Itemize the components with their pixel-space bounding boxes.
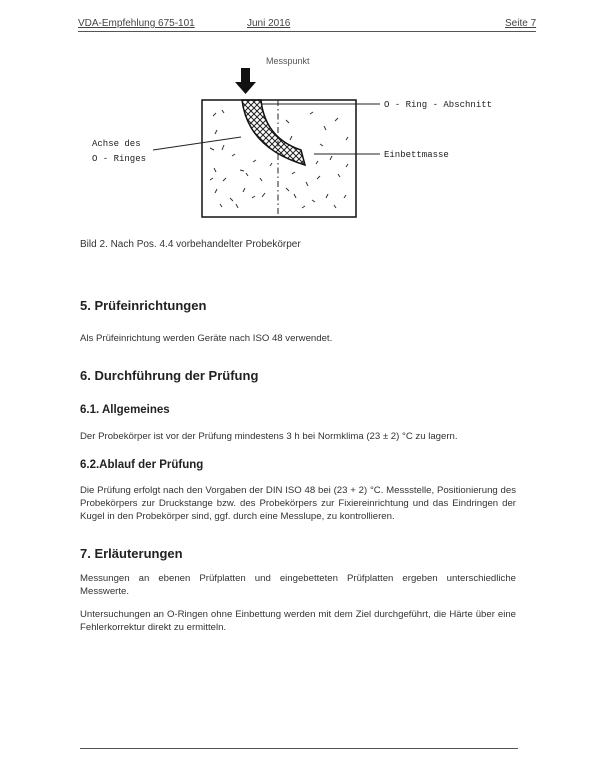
axis-leader	[153, 137, 241, 150]
section-6-2-text: Die Prüfung erfolgt nach den Vorgaben der DIN ISO 48 bei (23 + 2) °C. Messstelle, Positionierung des Probekörpers zur Druckstange bzw. des Probekörpers zur Fixiereinrichtung und das Eindringen der Kugel in den Probekörper sind, ggf. durch eine Messlupe, zu kontrollieren.	[80, 485, 516, 522]
section-6-2-title: 6.2.Ablauf der Prüfung	[80, 459, 204, 471]
header-page: Seite 7	[505, 18, 537, 29]
section-7-text-2: Untersuchungen an O-Ringen ohne Einbettung werden mit dem Ziel durchgeführt, die Härte über eine Fehlerkorrektur direkt zu ermitteln.	[80, 609, 516, 633]
section-7-title: 7. Erläuterungen	[80, 546, 183, 561]
section-6-1-text: Der Probekörper ist vor der Prüfung mindestens 3 h bei Normklima (23 ± 2) °C zu lagern.	[80, 431, 458, 442]
figure-caption: Bild 2. Nach Pos. 4.4 vorbehandelter Probekörper	[80, 239, 301, 250]
embedding-texture	[210, 110, 348, 208]
measure-point-label: Messpunkt	[266, 56, 310, 66]
section-6-1-title: 6.1. Allgemeines	[80, 404, 170, 416]
header-doc-id: VDA-Empfehlung 675-101	[78, 18, 195, 29]
footer-rule	[80, 748, 518, 749]
section-5-title: 5. Prüfeinrichtungen	[80, 298, 207, 313]
section-7-text-1: Messungen an ebenen Prüfplatten und eingebetteten Prüfplatten ergeben unterschiedliche Messwerte.	[80, 573, 516, 597]
section-5-text: Als Prüfeinrichtung werden Geräte nach ISO 48 verwendet.	[80, 333, 333, 344]
axis-label-line1: Achse des	[92, 139, 141, 149]
measure-arrow-icon	[235, 68, 256, 94]
header-rule	[78, 31, 536, 32]
oring-section	[242, 100, 305, 165]
oring-section-label: O - Ring - Abschnitt	[384, 100, 493, 110]
embedding-label: Einbettmasse	[384, 150, 449, 160]
specimen-figure	[80, 48, 520, 228]
header-date: Juni 2016	[247, 18, 291, 29]
axis-label-line2: O - Ringes	[92, 154, 147, 164]
embedding-block	[202, 100, 356, 217]
section-6-title: 6. Durchführung der Prüfung	[80, 368, 259, 383]
